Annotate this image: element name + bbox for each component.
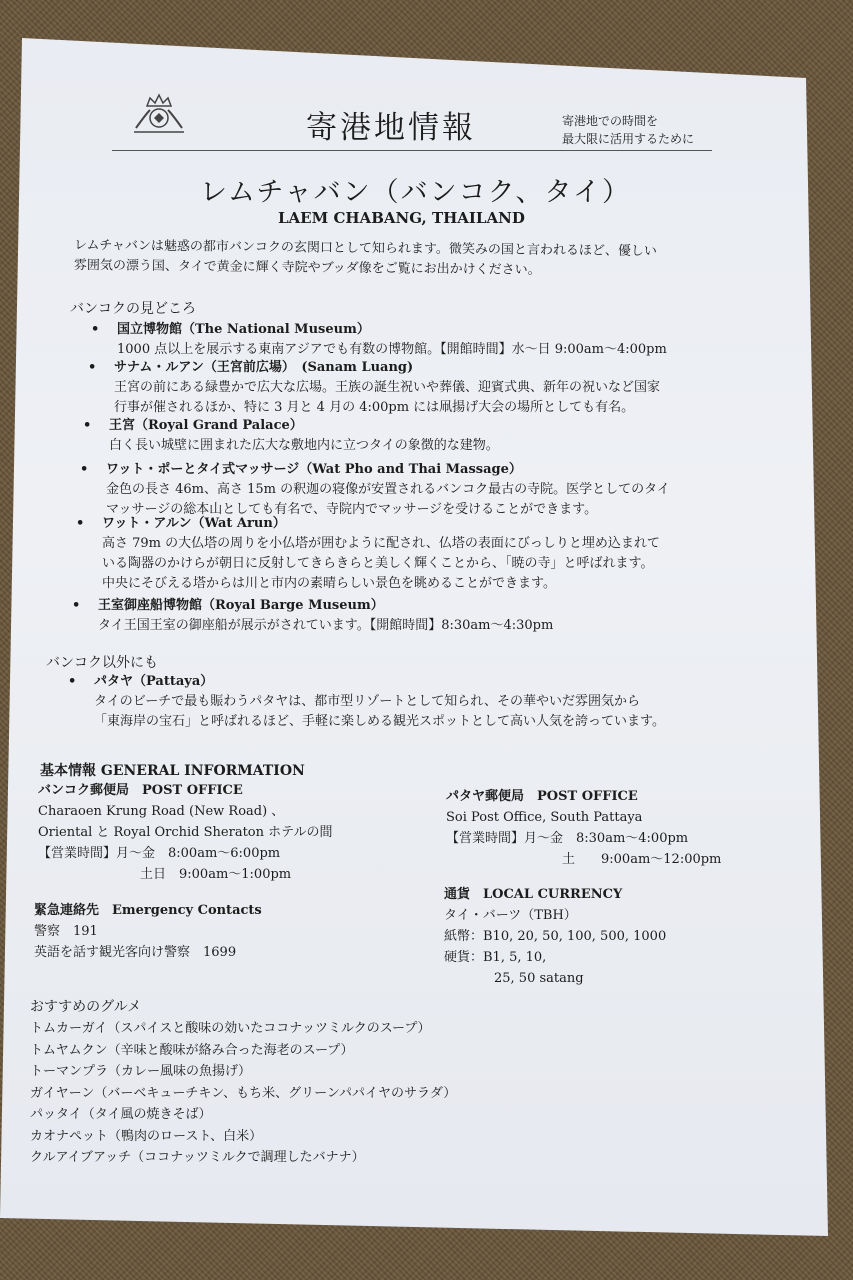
item-title: • ワット・アルン（Wat Arun） — [102, 514, 660, 534]
page-title: 寄港地情報 — [306, 110, 476, 146]
list-item — [102, 514, 660, 594]
intro-line: レムチャバンは魅惑の都市バンコクの玄関口として知られます。微笑みの国と言われるほど、優しい — [74, 238, 657, 260]
info-line: 英語を話す観光客向け警察 1699 — [34, 945, 237, 960]
port-title-jp: レムチャバン（バンコク、タイ） — [200, 177, 631, 208]
pattaya-post-office — [446, 786, 721, 870]
tagline-line: 最大限に活用するために — [562, 132, 695, 146]
item-title: • 王宮（Royal Grand Palace） — [109, 416, 499, 436]
section-heading-general: 基本情報 GENERAL INFORMATION — [40, 763, 305, 779]
emergency-contacts — [34, 900, 262, 963]
info-title: 緊急連絡先 Emergency Contacts — [34, 903, 262, 918]
info-line: Oriental と Royal Orchid Sheraton ホテルの間 — [38, 825, 333, 840]
section-heading-bangkok: バンコクの見どころ — [70, 301, 196, 317]
info-line: タイ・バーツ（TBH） — [444, 908, 577, 923]
info-line: 【営業時間】月〜金 8:00am〜6:00pm — [38, 846, 281, 861]
info-line: Soi Post Office, South Pattaya — [446, 810, 643, 825]
tagline — [562, 112, 694, 148]
item-desc: 行事が催されるほか、特に 3 月と 4 月の 4:00pm には凧揚げ大会の場所としても有名。 — [114, 400, 635, 415]
list-item: クルアイブアッチ（ココナッツミルクで調理したバナナ） — [30, 1150, 365, 1165]
section-heading-outside: バンコク以外にも — [46, 655, 158, 671]
cruise-line-crest-logo — [132, 92, 186, 136]
item-desc: タイのビーチで最も賑わうパタヤは、都市型リゾートとして知られ、その華やいだ雰囲気から — [94, 694, 641, 709]
info-title: 通貨 LOCAL CURRENCY — [444, 887, 623, 902]
list-item: トーマンプラ（カレー風味の魚揚げ） — [30, 1064, 252, 1079]
list-item: ガイヤーン（バーベキューチキン、もち米、グリーンパパイヤのサラダ） — [30, 1085, 457, 1101]
item-desc: 金色の長さ 46m、高さ 15m の釈迦の寝像が安置されるバンコク最古の寺院。医学としてのタイ — [106, 482, 670, 497]
item-desc: 王宮の前にある緑豊かで広大な広場。王族の誕生祝いや葬儀、迎賓式典、新年の祝いなど国家 — [114, 380, 661, 395]
local-currency — [444, 884, 666, 989]
item-title: • 国立博物館（The National Museum） — [117, 320, 667, 340]
item-title: • サナム・ルアン（王宮前広場） (Sanam Luang) — [114, 358, 660, 378]
item-desc: タイ王国王室の御座船が展示がされています。【開館時間】8:30am〜4:30pm — [98, 618, 554, 633]
intro-paragraph — [74, 236, 657, 282]
item-desc: 高さ 79m の大仏塔の周りを小仏塔が囲むように配され、仏塔の表面にびっしりと埋め込まれて — [102, 536, 660, 551]
item-title: • 王室御座船博物館（Royal Barge Museum） — [98, 596, 553, 616]
item-title: • パタヤ（Pattaya） — [94, 672, 665, 692]
list-item: トムヤムクン（辛味と酸味が絡み合った海老のスープ） — [30, 1042, 354, 1058]
list-item: カオナペット（鴨肉のロースト、白米） — [30, 1128, 263, 1144]
item-desc: 白く長い城壁に囲まれた広大な敷地内に立つタイの象徴的な建物。 — [109, 438, 499, 453]
info-line: 硬貨：B1, 5, 10, — [444, 950, 547, 965]
list-item: トムカーガイ（スパイスと酸味の効いたココナッツミルクのスープ） — [30, 1021, 431, 1036]
intro-line: 雰囲気の漂う国、タイで黄金に輝く寺院やブッダ像をご覧にお出かけください。 — [73, 257, 541, 278]
info-line: 【営業時間】月〜金 8:30am〜4:00pm — [446, 831, 689, 846]
item-desc: マッサージの総本山としても有名で、寺院内でマッサージを受けることができます。 — [106, 502, 598, 517]
item-desc: 1000 点以上を展示する東南アジアでも有数の博物館。【開館時間】水〜日 9:00am〜4:00pm — [117, 342, 667, 357]
item-desc: 中央にそびえる塔からは川と市内の素晴らしい景色を眺めることができます。 — [102, 576, 556, 591]
port-title-en: LAEM CHABANG, THAILAND — [278, 209, 525, 227]
info-line: 警察 191 — [34, 924, 98, 939]
item-desc: 「東海岸の宝石」と呼ばれるほど、手軽に楽しめる観光スポットとして高い人気を誇っています。 — [94, 714, 665, 729]
info-line: 土日 9:00am〜1:00pm — [140, 867, 292, 882]
info-line: 土 9:00am〜12:00pm — [562, 852, 722, 867]
info-line: 紙幣：B10, 20, 50, 100, 500, 1000 — [444, 929, 667, 944]
item-title: • ワット・ポーとタイ式マッサージ（Wat Pho and Thai Massage） — [106, 460, 670, 480]
list-item — [109, 416, 499, 456]
list-item: パッタイ（タイ風の焼きそば） — [30, 1107, 212, 1122]
list-item — [114, 358, 660, 418]
info-line: Charaoen Krung Road (New Road) 、 — [38, 804, 285, 819]
info-title: バンコク郵便局 POST OFFICE — [38, 783, 243, 798]
info-title: パタヤ郵便局 POST OFFICE — [446, 789, 638, 804]
list-item — [98, 596, 553, 636]
list-item — [94, 672, 665, 732]
list-item — [106, 460, 670, 520]
item-desc: いる陶器のかけらが朝日に反射してきらきらと美しく輝くことから、「暁の寺」と呼ばれます。 — [102, 556, 654, 571]
bangkok-post-office — [38, 780, 332, 885]
list-item — [117, 320, 667, 360]
gourmet-list — [30, 1018, 456, 1169]
section-heading-gourmet: おすすめのグルメ — [30, 999, 142, 1015]
header-divider — [112, 150, 712, 151]
tagline-line: 寄港地での時間を — [562, 114, 659, 128]
info-line: 25, 50 satang — [494, 971, 584, 986]
